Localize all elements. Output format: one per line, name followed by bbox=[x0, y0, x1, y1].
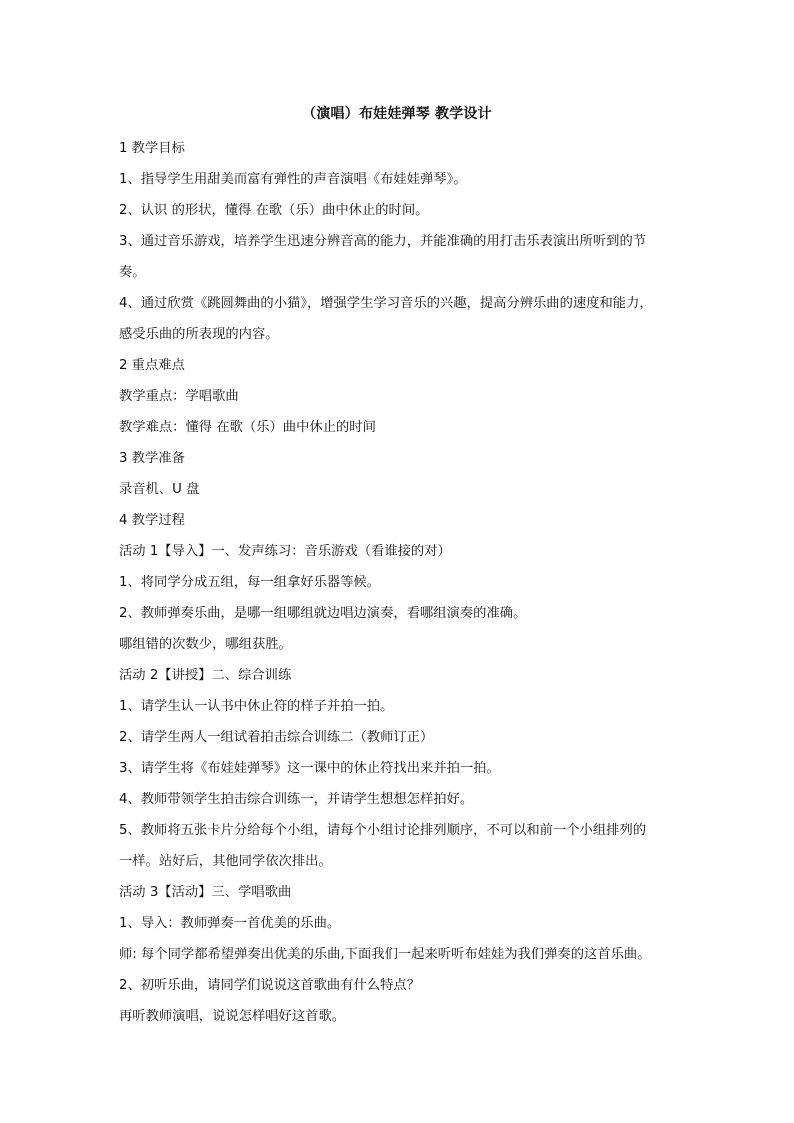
objective-line-4-cont: 感受乐曲的所表现的内容。 bbox=[119, 327, 279, 342]
activity-1-step-2-cont: 哪组错的次数少，哪组获胜。 bbox=[119, 637, 292, 652]
document-title: （演唱）布娃娃弹琴 教学设计 bbox=[302, 106, 492, 122]
preparation-line: 录音机、U 盘 bbox=[119, 482, 200, 497]
difficulty-line: 教学难点：懂得 在歌（乐）曲中休止的时间 bbox=[119, 420, 376, 435]
activity-2-step-2: 2、请学生两人一组试着拍击综合训练二（教师订正） bbox=[119, 730, 434, 745]
objective-line-1: 1、指导学生用甜美而富有弹性的声音演唱《布娃娃弹琴》。 bbox=[119, 172, 467, 187]
key-point-line: 教学重点：学唱歌曲 bbox=[119, 389, 239, 404]
activity-3-heading: 活动 3【活动】三、学唱歌曲 bbox=[119, 885, 292, 900]
document-body bbox=[119, 133, 681, 1032]
activity-2-step-5-cont: 一样。站好后，其他同学依次排出。 bbox=[119, 854, 332, 869]
activity-3-teacher-line: 师: 每个同学都希望弹奏出优美的乐曲,下面我们一起来听听布娃娃为我们弹奏的这首乐曲。 bbox=[119, 947, 651, 962]
section-heading-objectives: 1 教学目标 bbox=[119, 141, 185, 156]
objective-line-4: 4、通过欣赏《跳圆舞曲的小猫》，增强学生学习音乐的兴趣，提高分辨乐曲的速度和能力， bbox=[119, 296, 653, 311]
activity-1-heading: 活动 1【导入】一、发声练习：音乐游戏（看谁接的对） bbox=[119, 544, 451, 559]
objective-line-2: 2、认识 的形状，懂得 在歌（乐）曲中休止的时间。 bbox=[119, 203, 429, 218]
activity-3-step-2: 2、初听乐曲，请同学们说说这首歌曲有什么特点？ bbox=[119, 978, 420, 993]
objective-line-3-cont: 奏。 bbox=[119, 265, 146, 280]
section-heading-key-points: 2 重点难点 bbox=[119, 358, 185, 373]
activity-2-step-4: 4、教师带领学生拍击综合训练一，并请学生想想怎样拍好。 bbox=[119, 792, 474, 807]
objective-line-3: 3、通过音乐游戏，培养学生迅速分辨音高的能力，并能准确的用打击乐表演出所听到的节 bbox=[119, 234, 647, 249]
section-heading-process: 4 教学过程 bbox=[119, 513, 185, 528]
activity-1-step-2: 2、教师弹奏乐曲，是哪一组哪组就边唱边演奏，看哪组演奏的准确。 bbox=[119, 606, 527, 621]
activity-2-step-5: 5、教师将五张卡片分给每个小组，请每个小组讨论排列顺序，不可以和前一个小组排列的 bbox=[119, 823, 647, 838]
section-heading-preparation: 3 教学准备 bbox=[119, 451, 185, 466]
activity-3-step-1: 1、导入：教师弹奏一首优美的乐曲。 bbox=[119, 916, 341, 931]
activity-2-heading: 活动 2【讲授】二、综合训练 bbox=[119, 668, 292, 683]
activity-2-step-1: 1、请学生认一认书中休止符的样子并拍一拍。 bbox=[119, 699, 394, 714]
activity-2-step-3: 3、请学生将《布娃娃弹琴》这一课中的休止符找出来并拍一拍。 bbox=[119, 761, 500, 776]
activity-1-step-1: 1、将同学分成五组，每一组拿好乐器等候。 bbox=[119, 575, 381, 590]
activity-3-step-2-cont: 再听教师演唱，说说怎样唱好这首歌。 bbox=[119, 1009, 346, 1024]
